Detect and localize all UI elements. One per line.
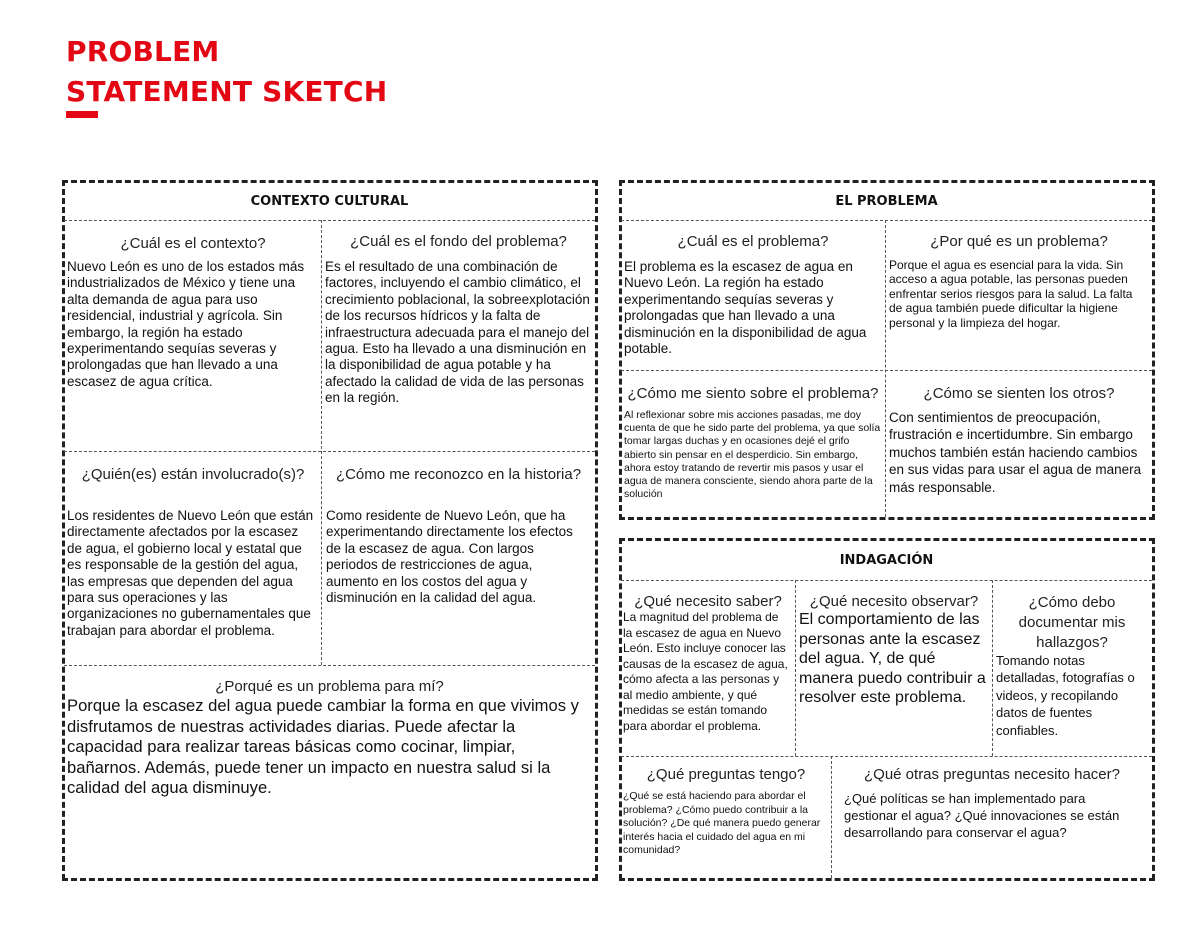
- question-what-problem: ¿Cuál es el problema?: [677, 233, 829, 250]
- page-title-line2: STATEMENT SKETCH: [66, 75, 388, 108]
- answer-why-me: Porque la escasez del agua puede cambiar la forma en que vivimos y disfrutamos de nuestras actividades diarias. Puede afectar la capacidad para realizar tareas básicas como cocinar, limpiar, bañarnos. Además, puede tener un impacto en nuestra salud si la calidad del agua disminuye.: [67, 696, 579, 798]
- answer-need-know: La magnitud del problema de la escasez de agua en Nuevo León. Esto incluye conocer las causas de la escasez de agua, cómo afecta a las personas y al medio ambiente, y qué medidas se están tomando para abordar el problema.: [623, 610, 788, 733]
- question-how-others-feel: ¿Cómo se sienten los otros?: [923, 385, 1115, 402]
- panel-border-left: [62, 180, 65, 880]
- panel-border-top: [619, 538, 1155, 541]
- panel-border-left: [619, 538, 622, 880]
- answer-why-problem: Porque el agua es esencial para la vida. Sin acceso a agua potable, las personas pueden enfrentar serios riesgos para la salud. La falta de agua también puede dificultar la higiene personal y la limpieza del hogar.: [889, 258, 1133, 330]
- column-divider: [885, 220, 886, 517]
- panel-border-right: [1152, 538, 1155, 880]
- panel-border-right: [595, 180, 598, 880]
- title-accent-bar: [66, 111, 98, 118]
- panel-border-bottom: [619, 878, 1155, 881]
- indagacion-header: INDAGACIÓN: [839, 553, 934, 568]
- question-document-findings: ¿Cómo debo documentar mis hallazgos?: [1018, 594, 1126, 651]
- question-involved: ¿Quién(es) están involucrado(s)?: [81, 466, 305, 483]
- column-divider: [992, 580, 993, 756]
- header-divider: [64, 220, 595, 221]
- question-recognize: ¿Cómo me reconozco en la historia?: [335, 466, 582, 483]
- panel-border-bottom: [619, 517, 1155, 520]
- answer-document-findings: Tomando notas detalladas, fotografías o videos, y recopilando datos de fuentes confiables.: [996, 653, 1135, 738]
- header-divider: [621, 580, 1152, 581]
- page-title-line1: PROBLEM: [66, 35, 220, 68]
- answer-how-i-feel: Al reflexionar sobre mis acciones pasadas, me doy cuenta de que he sido parte del problema, ya que solía tomar largas duchas y en ocasiones dejé el grifo abierto sin pensar en el desperdicio. Sin embargo, ahora estoy tratando de revertir mis pasos y usar el agua de manera consciente, siendo ahora parte de la solución: [624, 409, 881, 501]
- answer-how-others-feel: Con sentimientos de preocupación, frustración e incertidumbre. Sin embargo muchos también están haciendo cambios en sus vidas para usar el agua de manera más responsable.: [889, 410, 1142, 495]
- question-context: ¿Cuál es el contexto?: [120, 235, 266, 252]
- question-other-questions: ¿Qué otras preguntas necesito hacer?: [864, 766, 1120, 783]
- answer-other-questions: ¿Qué políticas se han implementado para gestionar el agua? ¿Qué innovaciones se están desarrollando para conservar el agua?: [844, 791, 1120, 841]
- question-background: ¿Cuál es el fondo del problema?: [350, 233, 567, 250]
- panel-border-top: [619, 180, 1155, 183]
- el-problema-header: EL PROBLEMA: [835, 194, 938, 209]
- answer-context: Nuevo León es uno de los estados más industrializados de México y tiene una alta demanda de agua para uso residencial, industrial y agrícola. Sin embargo, la región ha estado experimentando sequías severas y prolongadas que han llevado a una escasez de agua crítica.: [67, 259, 305, 389]
- row-divider: [64, 665, 595, 666]
- row-divider: [64, 451, 595, 452]
- panel-border-left: [619, 180, 622, 520]
- contexto-cultural-header: CONTEXTO CULTURAL: [250, 194, 409, 209]
- panel-border-top: [62, 180, 598, 183]
- answer-involved: Los residentes de Nuevo León que están directamente afectados por la escasez de agua, el gobierno local y estatal que es responsable de la gestión del agua, las empresas que dependen del agua para sus operaciones y las organizaciones no gubernamentales que trabajan para abordar el problema.: [67, 508, 314, 638]
- answer-what-problem: El problema es la escasez de agua en Nuevo León. La región ha estado experimentando sequías severas y prolongadas que han llevado a una disminución en la disponibilidad de agua potable.: [624, 259, 867, 357]
- question-need-know: ¿Qué necesito saber?: [634, 593, 782, 610]
- question-need-observe: ¿Qué necesito observar?: [809, 593, 979, 610]
- header-divider: [621, 220, 1152, 221]
- panel-border-bottom: [62, 878, 598, 881]
- column-divider: [321, 220, 322, 665]
- panel-border-right: [1152, 180, 1155, 520]
- answer-my-questions: ¿Qué se está haciendo para abordar el problema? ¿Cómo puedo contribuir a la solución? ¿De qué manera puedo generar interés hacia el cuidado del agua en mi comunidad?: [623, 790, 821, 857]
- question-how-i-feel: ¿Cómo me siento sobre el problema?: [627, 385, 879, 402]
- page-title: [66, 32, 387, 112]
- row-divider: [621, 756, 1152, 757]
- answer-need-observe: El comportamiento de las personas ante la escasez del agua. Y, de qué manera puedo contribuir a resolver este problema.: [799, 611, 986, 706]
- question-my-questions: ¿Qué preguntas tengo?: [646, 766, 806, 783]
- answer-background: Es el resultado de una combinación de factores, incluyendo el cambio climático, el crecimiento poblacional, la sobreexplotación de los recursos hídricos y la falta de infraestructura adecuada para el manejo del agua. Esto ha llevado a una disminución en la disponibilidad de agua potable y ha afectado la calidad de vida de las personas en la región.: [325, 259, 590, 406]
- question-why-problem: ¿Por qué es un problema?: [930, 233, 1108, 250]
- row-divider: [621, 370, 1152, 371]
- answer-recognize: Como residente de Nuevo León, que ha experimentando directamente los efectos de la escasez de agua. Con largos periodos de restricciones de agua, aumento en los costos del agua y disminución en la calidad del agua.: [326, 508, 573, 606]
- question-why-me: ¿Porqué es un problema para mí?: [215, 678, 444, 695]
